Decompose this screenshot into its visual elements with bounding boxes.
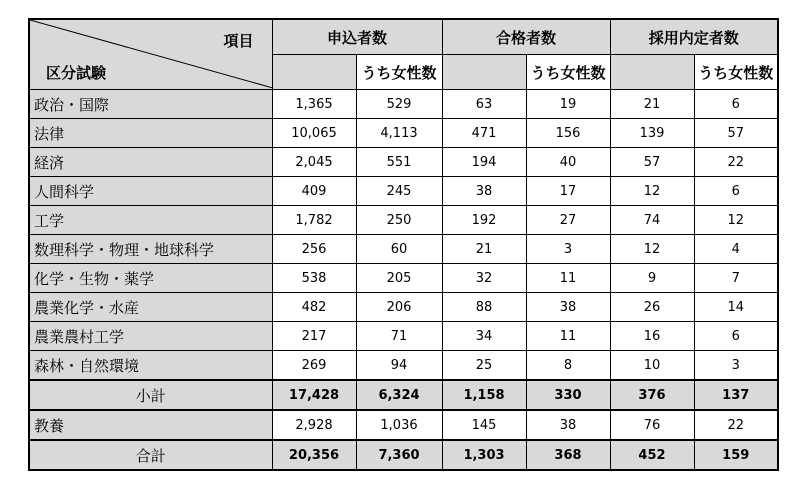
table-cell: 32 [442,264,526,293]
table-cell: 6 [694,322,778,351]
table-row [29,322,778,351]
table-cell: 94 [356,351,442,381]
table-cell: 57 [610,148,694,177]
table-cell: 217 [272,322,356,351]
table-cell: 9 [610,264,694,293]
table-cell: 57 [694,119,778,148]
subtotal-cell: 376 [610,380,694,410]
table-cell: 194 [442,148,526,177]
table-cell: 409 [272,177,356,206]
table-cell: 145 [442,410,526,440]
table-cell: 4 [694,235,778,264]
table-cell: 38 [442,177,526,206]
table-cell: 482 [272,293,356,322]
table-cell: 2,928 [272,410,356,440]
table-cell: 1,365 [272,90,356,119]
table-cell: 8 [526,351,610,381]
table-cell: 245 [356,177,442,206]
total-label: 合計 [29,440,272,470]
total-cell: 452 [610,440,694,470]
table-row [29,206,778,235]
table-row [29,148,778,177]
header-applicants: 申込者数 [272,19,442,55]
table-cell: 12 [610,177,694,206]
table-row [29,119,778,148]
row-label: 化学・生物・薬学 [29,264,272,293]
total-cell: 368 [526,440,610,470]
table-cell: 16 [610,322,694,351]
table-cell: 40 [526,148,610,177]
corner-category-label: 区分試験 [46,64,107,82]
subtotal-cell: 137 [694,380,778,410]
table-cell: 38 [526,293,610,322]
table-cell: 12 [610,235,694,264]
table-cell: 60 [356,235,442,264]
table-cell: 139 [610,119,694,148]
row-label: 工学 [29,206,272,235]
header-hired: 採用内定者数 [610,19,778,55]
row-label: 経済 [29,148,272,177]
table-cell: 269 [272,351,356,381]
header-women-applicants: うち女性数 [356,55,442,90]
header-women-hired: うち女性数 [694,55,778,90]
table-cell: 4,113 [356,119,442,148]
table-cell: 26 [610,293,694,322]
table-cell: 551 [356,148,442,177]
subtotal-cell: 17,428 [272,380,356,410]
table-cell: 1,782 [272,206,356,235]
table-cell: 2,045 [272,148,356,177]
table-cell: 12 [694,206,778,235]
table-cell: 63 [442,90,526,119]
row-label: 数理科学・物理・地球科学 [29,235,272,264]
table-row [29,177,778,206]
row-label: 政治・国際 [29,90,272,119]
table-cell: 6 [694,90,778,119]
table-cell: 74 [610,206,694,235]
header-blank-cell [442,55,526,90]
table-cell: 529 [356,90,442,119]
subtotal-cell: 6,324 [356,380,442,410]
header-women-passed: うち女性数 [526,55,610,90]
total-cell: 1,303 [442,440,526,470]
table-cell: 34 [442,322,526,351]
table-cell: 11 [526,322,610,351]
table-cell: 7 [694,264,778,293]
table-cell: 21 [610,90,694,119]
table-cell: 1,036 [356,410,442,440]
table-row [29,235,778,264]
corner-item-label: 項目 [223,32,254,50]
table-cell: 22 [694,410,778,440]
subtotal-cell: 330 [526,380,610,410]
table-cell: 6 [694,177,778,206]
table-cell: 205 [356,264,442,293]
table-cell: 156 [526,119,610,148]
table-cell: 250 [356,206,442,235]
table-cell: 206 [356,293,442,322]
table-cell: 38 [526,410,610,440]
total-cell: 20,356 [272,440,356,470]
table-cell: 256 [272,235,356,264]
table-cell: 21 [442,235,526,264]
table-cell: 22 [694,148,778,177]
table-cell: 11 [526,264,610,293]
table-row [29,90,778,119]
table-cell: 10 [610,351,694,381]
total-cell: 7,360 [356,440,442,470]
corner-header-cell [29,19,272,90]
table-row [29,351,778,381]
table-cell: 3 [526,235,610,264]
table-cell: 19 [526,90,610,119]
table-cell: 27 [526,206,610,235]
recruitment-table [28,18,779,471]
table-cell: 3 [694,351,778,381]
row-label: 農業化学・水産 [29,293,272,322]
table-cell: 538 [272,264,356,293]
header-blank-cell [272,55,356,90]
table-cell: 192 [442,206,526,235]
table-row [29,293,778,322]
table-cell: 14 [694,293,778,322]
row-label: 人間科学 [29,177,272,206]
table-cell: 25 [442,351,526,381]
subtotal-label: 小計 [29,380,272,410]
table-cell: 10,065 [272,119,356,148]
row-label: 法律 [29,119,272,148]
table-cell: 471 [442,119,526,148]
row-label: 森林・自然環境 [29,351,272,381]
total-cell: 159 [694,440,778,470]
header-passed: 合格者数 [442,19,610,55]
table-cell: 76 [610,410,694,440]
row-label: 農業農村工学 [29,322,272,351]
table-cell: 17 [526,177,610,206]
table-cell: 71 [356,322,442,351]
row-label: 教養 [29,410,272,440]
table-row [29,264,778,293]
subtotal-cell: 1,158 [442,380,526,410]
table-cell: 88 [442,293,526,322]
header-blank-cell [610,55,694,90]
